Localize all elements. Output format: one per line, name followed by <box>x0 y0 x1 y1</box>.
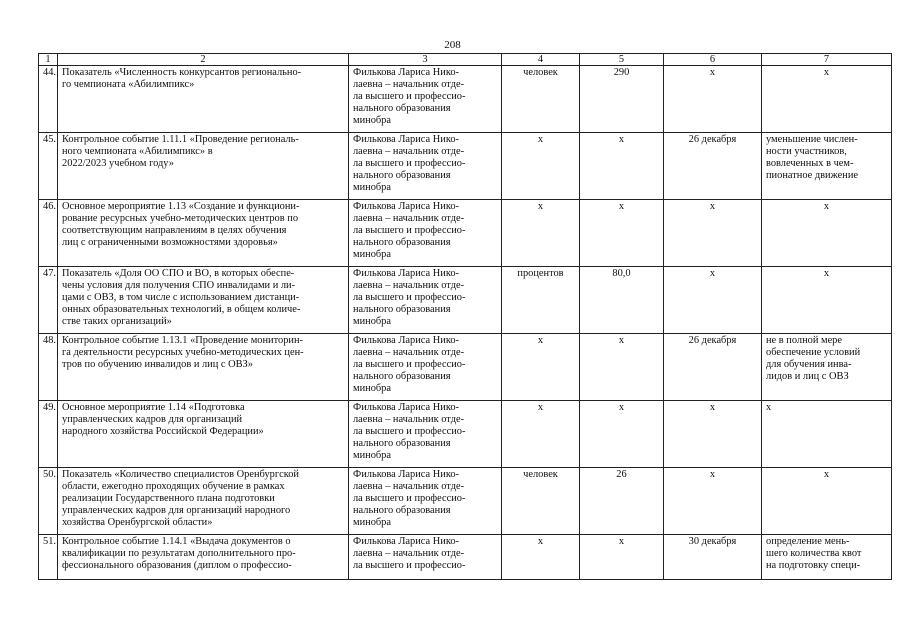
risk-note <box>762 66 892 133</box>
plan-table <box>38 53 892 580</box>
event-name <box>58 66 349 133</box>
unit-of-measure <box>502 200 580 267</box>
event-name-text: Показатель «Количество специалистов Оренбургской области, ежегодно проходящих обучение в рамках реализации Государственного плана подготовки управленческих кадров для организаций народного хозяйства Оренбургской области» <box>62 469 299 528</box>
row-number <box>39 468 58 535</box>
unit-of-measure-text: х <box>537 402 544 413</box>
unit-of-measure <box>502 401 580 468</box>
target-value <box>580 401 664 468</box>
responsible-person <box>349 267 502 334</box>
responsible-person-text: Филькова Лариса Нико- лаевна – начальник отде- ла высшего и профессио- нального образования минобра <box>353 201 466 260</box>
deadline-date-text: х <box>709 268 716 279</box>
responsible-person <box>349 133 502 200</box>
table-row <box>39 200 892 267</box>
table-row <box>39 535 892 580</box>
row-number <box>39 66 58 133</box>
unit-of-measure <box>502 267 580 334</box>
deadline-date <box>664 267 762 334</box>
responsible-person-text: Филькова Лариса Нико- лаевна – начальник отде- ла высшего и профессио- нального образования минобра <box>353 134 466 193</box>
row-number-text: 47. <box>43 268 56 279</box>
unit-of-measure-text: х <box>537 335 544 346</box>
target-value <box>580 200 664 267</box>
risk-note <box>762 200 892 267</box>
risk-note <box>762 401 892 468</box>
unit-of-measure <box>502 66 580 133</box>
risk-note-text: уменьшение числен- ности участников, вовлеченных в чем- пионатное движение <box>766 134 858 181</box>
unit-of-measure <box>502 535 580 580</box>
target-value-text: х <box>618 536 625 547</box>
unit-of-measure-text: х <box>537 201 544 212</box>
row-number-text: 51. <box>43 536 56 547</box>
header-col-4: 4 <box>502 54 580 66</box>
table-row <box>39 133 892 200</box>
deadline-date <box>664 468 762 535</box>
unit-of-measure <box>502 133 580 200</box>
risk-note <box>762 334 892 401</box>
event-name <box>58 334 349 401</box>
event-name <box>58 401 349 468</box>
risk-note-text: х <box>766 402 772 413</box>
event-name <box>58 133 349 200</box>
table-row <box>39 334 892 401</box>
target-value-text: х <box>618 201 625 212</box>
responsible-person-text: Филькова Лариса Нико- лаевна – начальник отде- ла высшего и профессио- <box>353 536 466 571</box>
target-value <box>580 468 664 535</box>
deadline-date <box>664 334 762 401</box>
responsible-person-text: Филькова Лариса Нико- лаевна – начальник отде- ла высшего и профессио- нального образования минобра <box>353 469 466 528</box>
target-value-text: 290 <box>613 67 630 78</box>
unit-of-measure <box>502 334 580 401</box>
row-number <box>39 267 58 334</box>
risk-note-text: х <box>823 469 830 480</box>
risk-note-text: х <box>823 268 830 279</box>
row-number <box>39 200 58 267</box>
header-col-2: 2 <box>58 54 349 66</box>
target-value <box>580 66 664 133</box>
responsible-person-text: Филькова Лариса Нико- лаевна – начальник отде- ла высшего и профессио- нального образования минобра <box>353 402 466 461</box>
row-number <box>39 535 58 580</box>
table-row <box>39 267 892 334</box>
deadline-date <box>664 200 762 267</box>
deadline-date <box>664 401 762 468</box>
event-name-text: Основное мероприятие 1.14 «Подготовка управленческих кадров для организаций народного хозяйства Российской Федерации» <box>62 402 264 437</box>
event-name-text: Показатель «Доля ОО СПО и ВО, в которых обеспе- чены условия для получения СПО инвалидами и ли- цами с ОВЗ, в том числе с использованием дистанци- онных образовательных технологий, в общем количе- стве таких организаций» <box>62 268 301 327</box>
header-col-6: 6 <box>664 54 762 66</box>
table-row <box>39 468 892 535</box>
unit-of-measure-text: человек <box>523 67 558 78</box>
responsible-person <box>349 200 502 267</box>
responsible-person-text: Филькова Лариса Нико- лаевна – начальник отде- ла высшего и профессио- нального образования минобра <box>353 335 466 394</box>
row-number-text: 49. <box>43 402 56 413</box>
responsible-person-text: Филькова Лариса Нико- лаевна – начальник отде- ла высшего и профессио- нального образования минобра <box>353 268 466 327</box>
row-number <box>39 401 58 468</box>
responsible-person <box>349 468 502 535</box>
deadline-date-text: 26 декабря <box>688 335 737 346</box>
unit-of-measure <box>502 468 580 535</box>
deadline-date-text: 30 декабря <box>688 536 737 547</box>
row-number <box>39 133 58 200</box>
header-col-1: 1 <box>39 54 58 66</box>
responsible-person <box>349 401 502 468</box>
page-number: 208 <box>444 39 461 51</box>
table-row <box>39 66 892 133</box>
target-value <box>580 334 664 401</box>
deadline-date <box>664 66 762 133</box>
row-number-text: 44. <box>43 67 56 78</box>
target-value-text: х <box>618 134 625 145</box>
risk-note-text: х <box>823 201 830 212</box>
deadline-date-text: х <box>709 402 716 413</box>
target-value-text: х <box>618 402 625 413</box>
event-name-text: Показатель «Численность конкурсантов регионально- го чемпионата «Абилимпикс» <box>62 67 302 90</box>
header-col-5: 5 <box>580 54 664 66</box>
header-row <box>39 54 892 66</box>
target-value-text: 26 <box>616 469 627 480</box>
header-col-7: 7 <box>762 54 892 66</box>
responsible-person-text: Филькова Лариса Нико- лаевна – начальник отде- ла высшего и профессио- нального образования минобра <box>353 67 466 126</box>
event-name <box>58 535 349 580</box>
header-col-3: 3 <box>349 54 502 66</box>
event-name-text: Контрольное событие 1.14.1 «Выдача документов о квалификации по результатам дополнительного про- фессионального образования (диплом о профессио- <box>62 536 296 571</box>
risk-note <box>762 267 892 334</box>
target-value-text: 80,0 <box>612 268 631 279</box>
target-value <box>580 267 664 334</box>
responsible-person <box>349 66 502 133</box>
event-name <box>58 468 349 535</box>
risk-note <box>762 468 892 535</box>
row-number-text: 45. <box>43 134 56 145</box>
row-number <box>39 334 58 401</box>
unit-of-measure-text: человек <box>523 469 558 480</box>
deadline-date-text: х <box>709 469 716 480</box>
row-number-text: 48. <box>43 335 56 346</box>
deadline-date <box>664 535 762 580</box>
risk-note <box>762 133 892 200</box>
responsible-person <box>349 334 502 401</box>
table-row <box>39 401 892 468</box>
risk-note <box>762 535 892 580</box>
target-value <box>580 535 664 580</box>
event-name <box>58 267 349 334</box>
unit-of-measure-text: х <box>537 134 544 145</box>
unit-of-measure-text: процентов <box>517 268 564 279</box>
target-value-text: х <box>618 335 625 346</box>
risk-note-text: х <box>823 67 830 78</box>
event-name <box>58 200 349 267</box>
deadline-date-text: 26 декабря <box>688 134 737 145</box>
deadline-date-text: х <box>709 201 716 212</box>
event-name-text: Контрольное событие 1.13.1 «Проведение мониторин- га деятельности ресурсных учебно-методических цен- тров по обучению инвалидов и лиц с ОВЗ» <box>62 335 304 370</box>
deadline-date <box>664 133 762 200</box>
event-name-text: Контрольное событие 1.11.1 «Проведение региональ- ного чемпионата «Абилимпикс» в 2022/2023 учебном году» <box>62 134 299 169</box>
row-number-text: 50. <box>43 469 56 480</box>
row-number-text: 46. <box>43 201 56 212</box>
unit-of-measure-text: х <box>537 536 544 547</box>
target-value <box>580 133 664 200</box>
responsible-person <box>349 535 502 580</box>
risk-note-text: не в полной мере обеспечение условий для обучения инва- лидов и лиц с ОВЗ <box>766 335 861 382</box>
deadline-date-text: х <box>709 67 716 78</box>
event-name-text: Основное мероприятие 1.13 «Создание и функциони- рование ресурсных учебно-методических центров по соответствующим направлениям в целях обучения лиц с ограниченными возможностями здоровья» <box>62 201 300 248</box>
risk-note-text: определение мень- шего количества квот на подготовку специ- <box>766 536 862 571</box>
